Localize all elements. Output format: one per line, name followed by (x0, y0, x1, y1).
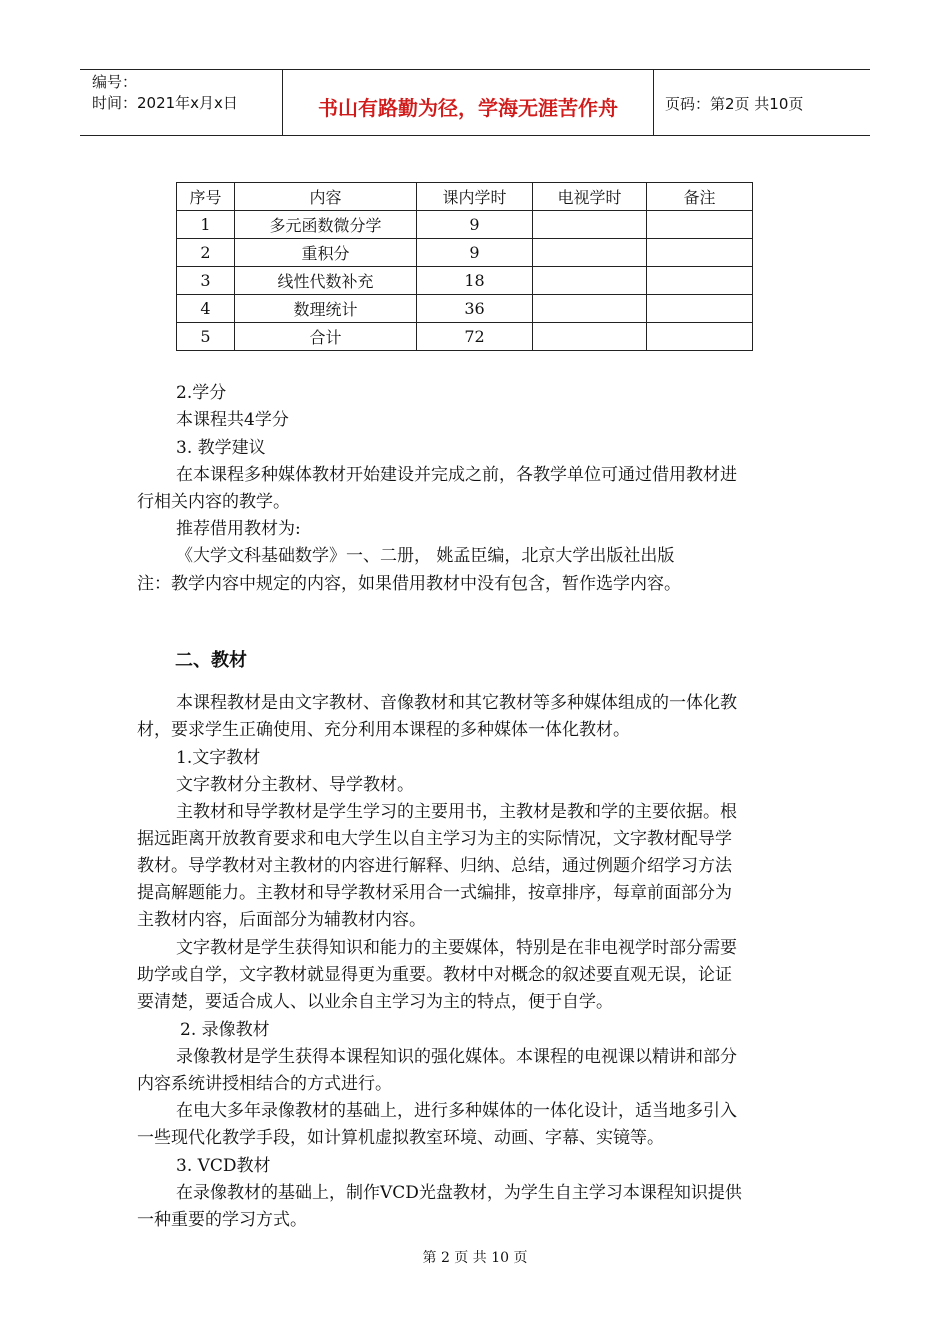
table-cell (647, 211, 753, 239)
paragraph-line: 在录像教材的基础上，制作VCD光盘教材，为学生自主学习本课程知识提供 (176, 1183, 742, 1203)
header-motto: 书山有路勤为径，学海无涯苦作舟 (318, 96, 618, 120)
course-hours-table (176, 182, 753, 351)
header-divider-right (653, 69, 654, 135)
table-cell: 18 (417, 267, 533, 295)
page-footer: 第 2 页 共 10 页 (422, 1250, 528, 1266)
book-reference: 《大学文科基础数学》一、二册， 姚孟臣编，北京大学出版社出版 (176, 546, 675, 566)
table-row (177, 295, 753, 323)
table-header-cell: 序号 (177, 183, 235, 211)
paragraph-line: 据远距离开放教育要求和电大学生以自主学习为主的实际情况，文字教材配导学 (137, 829, 732, 849)
table-cell: 数理统计 (235, 295, 417, 323)
advice-title: 3. 教学建议 (176, 438, 266, 458)
paragraph-line: 文字教材分主教材、导学教材。 (176, 775, 414, 795)
table-cell: 合计 (235, 323, 417, 351)
table-cell: 9 (417, 239, 533, 267)
paragraph-line: 提高解题能力。主教材和导学教材采用合一式编排，按章排序，每章前面部分为 (137, 883, 732, 903)
table-cell (647, 295, 753, 323)
recommend-text: 推荐借用教材为: (176, 519, 301, 539)
header-date: 时间：2021年x月x日 (92, 94, 238, 112)
table-row (177, 211, 753, 239)
advice-line: 行相关内容的教学。 (137, 492, 290, 512)
table-cell (533, 323, 647, 351)
subheading: 1.文字教材 (176, 748, 261, 768)
table-row (177, 239, 753, 267)
table-header-row (177, 183, 753, 211)
paragraph-line: 本课程教材是由文字教材、音像教材和其它教材等多种媒体组成的一体化教 (176, 693, 737, 713)
table-row (177, 267, 753, 295)
table-cell: 2 (177, 239, 235, 267)
paragraph-line: 主教材和导学教材是学生学习的主要用书，主教材是教和学的主要依据。根 (176, 802, 737, 822)
table-cell: 4 (177, 295, 235, 323)
table-cell (533, 267, 647, 295)
paragraph-line: 录像教材是学生获得本课程知识的强化媒体。本课程的电视课以精讲和部分 (176, 1047, 737, 1067)
header-bottom-rule (80, 135, 870, 136)
credit-text: 本课程共4学分 (176, 410, 289, 430)
table-header-cell: 内容 (235, 183, 417, 211)
table-cell: 多元函数微分学 (235, 211, 417, 239)
credit-title: 2.学分 (176, 383, 227, 403)
advice-line: 在本课程多种媒体教材开始建设并完成之前，各教学单位可通过借用教材进 (176, 465, 737, 485)
header-number-label: 编号： (92, 73, 138, 91)
table-cell (647, 323, 753, 351)
table-row (177, 323, 753, 351)
note-text: 注：教学内容中规定的内容，如果借用教材中没有包含，暂作选学内容。 (137, 574, 681, 594)
paragraph-line: 一种重要的学习方式。 (137, 1210, 307, 1230)
table-header-cell: 备注 (647, 183, 753, 211)
table-cell: 1 (177, 211, 235, 239)
paragraph-line: 文字教材是学生获得知识和能力的主要媒体，特别是在非电视学时部分需要 (176, 938, 737, 958)
header-top-rule (80, 69, 870, 70)
paragraph-line: 主教材内容，后面部分为辅教材内容。 (137, 910, 426, 930)
paragraph-line: 材，要求学生正确使用、充分利用本课程的多种媒体一体化教材。 (137, 720, 630, 740)
paragraph-line: 助学或自学，文字教材就显得更为重要。教材中对概念的叙述要直观无误，论证 (137, 965, 732, 985)
table-cell: 36 (417, 295, 533, 323)
table-cell (647, 267, 753, 295)
table-cell: 72 (417, 323, 533, 351)
header-page-info: 页码：第2页 共10页 (665, 95, 804, 113)
subheading: 3. VCD教材 (176, 1156, 271, 1176)
section-heading: 二、教材 (175, 650, 247, 671)
paragraph-line: 要清楚，要适合成人、以业余自主学习为主的特点，便于自学。 (137, 992, 613, 1012)
table-cell (533, 239, 647, 267)
table-header-cell: 电视学时 (533, 183, 647, 211)
table-cell: 线性代数补充 (235, 267, 417, 295)
paragraph-line: 内容系统讲授相结合的方式进行。 (137, 1074, 392, 1094)
table-cell: 9 (417, 211, 533, 239)
header-meta (92, 72, 238, 114)
table-cell (533, 295, 647, 323)
table-header-cell: 课内学时 (417, 183, 533, 211)
table-cell: 重积分 (235, 239, 417, 267)
header-divider-left (282, 69, 283, 135)
paragraph-line: 教材。导学教材对主教材的内容进行解释、归纳、总结，通过例题介绍学习方法 (137, 856, 732, 876)
subheading: 2. 录像教材 (180, 1020, 270, 1040)
table-cell: 3 (177, 267, 235, 295)
table-cell: 5 (177, 323, 235, 351)
table-cell (647, 239, 753, 267)
table-cell (533, 211, 647, 239)
paragraph-line: 一些现代化教学手段，如计算机虚拟教室环境、动画、字幕、实镜等。 (137, 1128, 664, 1148)
paragraph-line: 在电大多年录像教材的基础上，进行多种媒体的一体化设计，适当地多引入 (176, 1101, 737, 1121)
